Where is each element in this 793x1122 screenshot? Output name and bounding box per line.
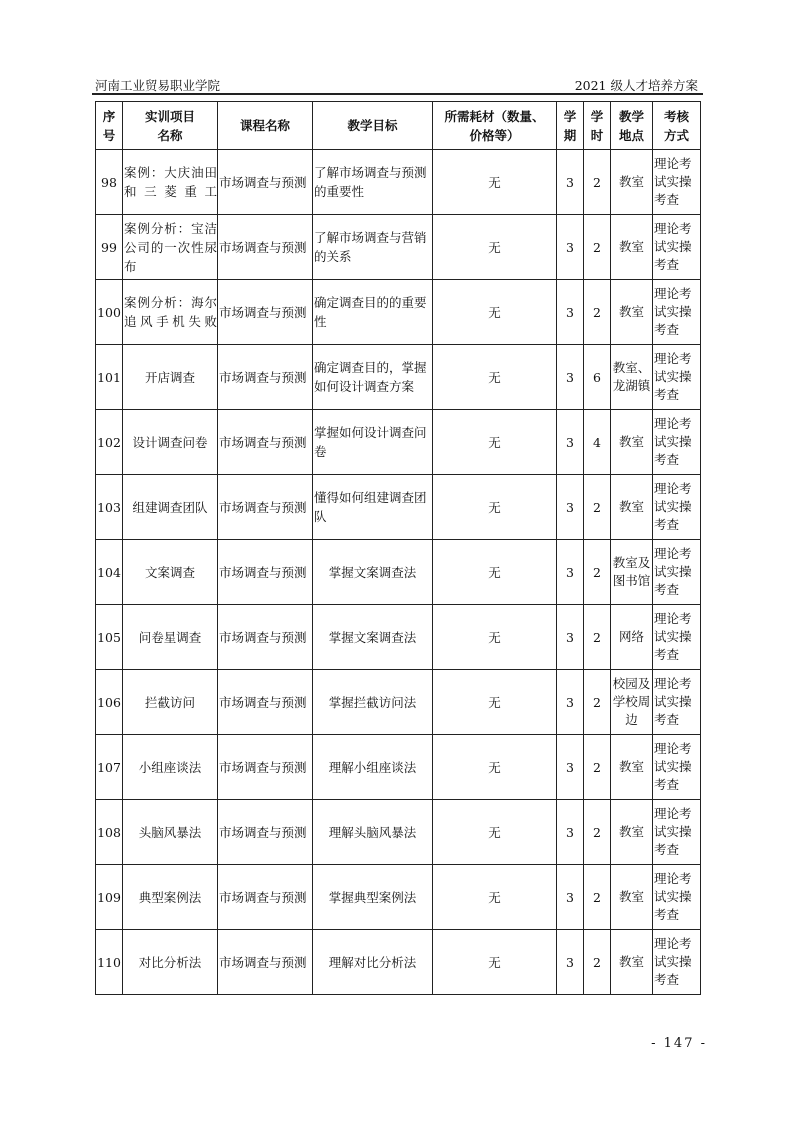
row-number: 109	[96, 865, 123, 930]
table-row	[96, 215, 701, 280]
header-divider	[92, 93, 703, 95]
row-term: 3	[557, 735, 584, 800]
row-project-name: 案例分析：海尔追风手机失败	[123, 280, 218, 345]
row-hours: 4	[584, 410, 611, 475]
row-term: 3	[557, 150, 584, 215]
col-header-materials: 所需耗材（数量、价格等）	[433, 102, 557, 150]
col-header-place: 教学地点	[611, 102, 653, 150]
header-school-name: 河南工业贸易职业学院	[95, 78, 221, 93]
col-header-goal: 教学目标	[313, 102, 433, 150]
row-number: 99	[96, 215, 123, 280]
row-number: 102	[96, 410, 123, 475]
row-term: 3	[557, 345, 584, 410]
row-project-name: 开店调查	[123, 345, 218, 410]
row-term: 3	[557, 280, 584, 345]
row-term: 3	[557, 865, 584, 930]
col-header-number: 序号	[96, 102, 123, 150]
row-course-name: 市场调查与预测	[218, 670, 313, 735]
row-hours: 2	[584, 280, 611, 345]
table-row	[96, 930, 701, 995]
row-location: 教室	[611, 930, 653, 995]
row-teaching-goal: 懂得如何组建调查团队	[313, 475, 433, 540]
row-hours: 2	[584, 475, 611, 540]
row-project-name: 对比分析法	[123, 930, 218, 995]
row-materials: 无	[433, 670, 557, 735]
row-course-name: 市场调查与预测	[218, 215, 313, 280]
row-hours: 2	[584, 540, 611, 605]
row-location: 教室	[611, 475, 653, 540]
table-body	[96, 150, 701, 995]
row-materials: 无	[433, 930, 557, 995]
row-teaching-goal: 理解头脑风暴法	[313, 800, 433, 865]
row-course-name: 市场调查与预测	[218, 280, 313, 345]
row-term: 3	[557, 605, 584, 670]
row-hours: 2	[584, 670, 611, 735]
row-materials: 无	[433, 215, 557, 280]
col-header-course: 课程名称	[218, 102, 313, 150]
row-teaching-goal: 理解小组座谈法	[313, 735, 433, 800]
row-project-name: 问卷星调查	[123, 605, 218, 670]
row-location: 教室	[611, 215, 653, 280]
row-teaching-goal: 掌握拦截访问法	[313, 670, 433, 735]
table-row	[96, 800, 701, 865]
row-teaching-goal: 确定调查目的的重要性	[313, 280, 433, 345]
row-term: 3	[557, 670, 584, 735]
col-header-hours: 学时	[584, 102, 611, 150]
table-row	[96, 345, 701, 410]
table-row	[96, 410, 701, 475]
table-row	[96, 865, 701, 930]
row-assessment: 理论考试实操考查	[653, 345, 701, 410]
table-row	[96, 475, 701, 540]
row-project-name: 典型案例法	[123, 865, 218, 930]
table-header-row	[96, 102, 701, 150]
row-course-name: 市场调查与预测	[218, 540, 313, 605]
row-number: 110	[96, 930, 123, 995]
row-assessment: 理论考试实操考查	[653, 800, 701, 865]
row-location: 网络	[611, 605, 653, 670]
row-hours: 6	[584, 345, 611, 410]
row-term: 3	[557, 800, 584, 865]
col-header-project: 实训项目名称	[123, 102, 218, 150]
row-project-name: 案例：大庆油田和三菱重工	[123, 150, 218, 215]
row-hours: 2	[584, 800, 611, 865]
row-course-name: 市场调查与预测	[218, 410, 313, 475]
row-number: 108	[96, 800, 123, 865]
row-project-name: 文案调查	[123, 540, 218, 605]
row-materials: 无	[433, 800, 557, 865]
row-course-name: 市场调查与预测	[218, 345, 313, 410]
row-teaching-goal: 确定调查目的，掌握如何设计调查方案	[313, 345, 433, 410]
row-materials: 无	[433, 150, 557, 215]
table-row	[96, 735, 701, 800]
row-materials: 无	[433, 345, 557, 410]
row-assessment: 理论考试实操考查	[653, 605, 701, 670]
row-number: 107	[96, 735, 123, 800]
row-number: 101	[96, 345, 123, 410]
row-number: 100	[96, 280, 123, 345]
row-number: 105	[96, 605, 123, 670]
row-term: 3	[557, 475, 584, 540]
row-assessment: 理论考试实操考查	[653, 215, 701, 280]
row-project-name: 设计调查问卷	[123, 410, 218, 475]
row-assessment: 理论考试实操考查	[653, 865, 701, 930]
row-assessment: 理论考试实操考查	[653, 670, 701, 735]
row-course-name: 市场调查与预测	[218, 605, 313, 670]
table-row	[96, 605, 701, 670]
row-number: 103	[96, 475, 123, 540]
row-assessment: 理论考试实操考查	[653, 540, 701, 605]
row-location: 教室	[611, 280, 653, 345]
row-location: 教室	[611, 410, 653, 475]
row-materials: 无	[433, 605, 557, 670]
row-teaching-goal: 掌握文案调查法	[313, 605, 433, 670]
row-location: 教室及图书馆	[611, 540, 653, 605]
row-term: 3	[557, 410, 584, 475]
table-row	[96, 280, 701, 345]
row-assessment: 理论考试实操考查	[653, 280, 701, 345]
row-assessment: 理论考试实操考查	[653, 930, 701, 995]
col-header-term: 学期	[557, 102, 584, 150]
row-hours: 2	[584, 215, 611, 280]
row-teaching-goal: 了解市场调查与预测的重要性	[313, 150, 433, 215]
row-project-name: 案例分析：宝洁公司的一次性尿布	[123, 215, 218, 280]
row-hours: 2	[584, 865, 611, 930]
row-number: 104	[96, 540, 123, 605]
row-location: 教室	[611, 150, 653, 215]
row-number: 98	[96, 150, 123, 215]
row-course-name: 市场调查与预测	[218, 930, 313, 995]
row-location: 教室、龙湖镇	[611, 345, 653, 410]
col-header-assessment: 考核方式	[653, 102, 701, 150]
row-teaching-goal: 掌握文案调查法	[313, 540, 433, 605]
row-teaching-goal: 理解对比分析法	[313, 930, 433, 995]
table-row	[96, 670, 701, 735]
row-materials: 无	[433, 540, 557, 605]
row-assessment: 理论考试实操考查	[653, 475, 701, 540]
training-projects-table	[95, 101, 701, 995]
row-location: 校园及学校周边	[611, 670, 653, 735]
row-materials: 无	[433, 475, 557, 540]
row-term: 3	[557, 930, 584, 995]
row-project-name: 拦截访问	[123, 670, 218, 735]
header-plan-title: 2021 级人才培养方案	[574, 78, 698, 93]
row-location: 教室	[611, 800, 653, 865]
row-materials: 无	[433, 280, 557, 345]
row-term: 3	[557, 215, 584, 280]
row-materials: 无	[433, 735, 557, 800]
row-materials: 无	[433, 410, 557, 475]
row-assessment: 理论考试实操考查	[653, 410, 701, 475]
table-row	[96, 150, 701, 215]
row-location: 教室	[611, 735, 653, 800]
row-course-name: 市场调查与预测	[218, 150, 313, 215]
row-hours: 2	[584, 605, 611, 670]
row-term: 3	[557, 540, 584, 605]
row-course-name: 市场调查与预测	[218, 865, 313, 930]
row-teaching-goal: 掌握如何设计调查问卷	[313, 410, 433, 475]
row-course-name: 市场调查与预测	[218, 475, 313, 540]
row-hours: 2	[584, 930, 611, 995]
row-location: 教室	[611, 865, 653, 930]
row-project-name: 组建调查团队	[123, 475, 218, 540]
row-project-name: 头脑风暴法	[123, 800, 218, 865]
row-course-name: 市场调查与预测	[218, 800, 313, 865]
row-assessment: 理论考试实操考查	[653, 735, 701, 800]
row-teaching-goal: 掌握典型案例法	[313, 865, 433, 930]
row-number: 106	[96, 670, 123, 735]
row-hours: 2	[584, 150, 611, 215]
page-number: - 147 -	[651, 1036, 707, 1051]
row-teaching-goal: 了解市场调查与营销的关系	[313, 215, 433, 280]
row-hours: 2	[584, 735, 611, 800]
row-materials: 无	[433, 865, 557, 930]
row-course-name: 市场调查与预测	[218, 735, 313, 800]
row-assessment: 理论考试实操考查	[653, 150, 701, 215]
row-project-name: 小组座谈法	[123, 735, 218, 800]
table-row	[96, 540, 701, 605]
